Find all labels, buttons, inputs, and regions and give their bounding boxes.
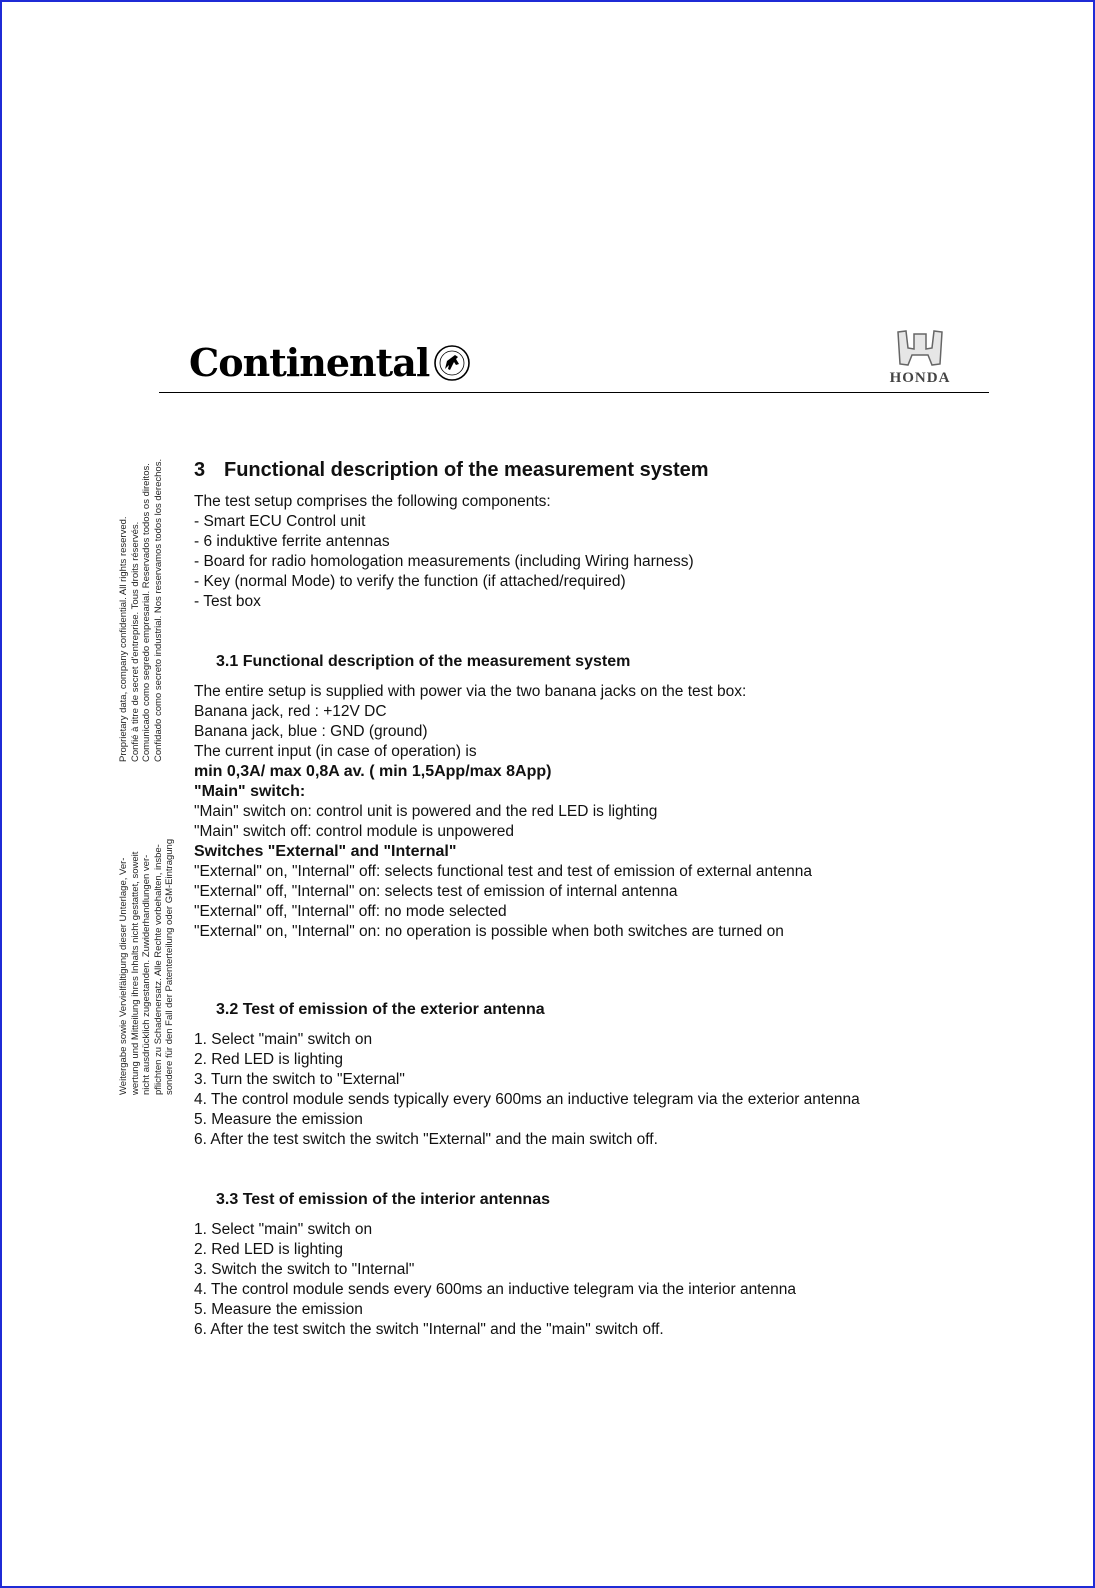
step-item: 1. Select "main" switch on — [194, 1221, 373, 1238]
honda-logo — [874, 328, 966, 387]
paragraph-line: Banana jack, blue : GND (ground) — [194, 723, 428, 740]
notice-line: nicht ausdrücklich zugestanden. Zuwiderhandlungen ver- — [141, 854, 152, 1095]
section-3-3-heading: 3.3 Test of emission of the interior antennas — [216, 1191, 550, 1208]
copyright-notice — [118, 835, 176, 1095]
notice-line: Weitergabe sowie Vervielfältigung dieser Unterlage, Ver- — [118, 857, 129, 1095]
notice-line: Proprietary data, company confidential. All rights reserved. — [118, 516, 129, 762]
paragraph-line: "External" off, "Internal" off: no mode selected — [194, 903, 507, 920]
component-item: - Test box — [194, 593, 261, 610]
step-item: 1. Select "main" switch on — [194, 1031, 373, 1048]
paragraph-line: The current input (in case of operation) is — [194, 743, 477, 760]
switches-heading: Switches "External" and "Internal" — [194, 843, 457, 860]
horse-seal-icon — [433, 344, 471, 382]
paragraph-line: "External" on, "Internal" on: no operation is possible when both switches are turned on — [194, 923, 784, 940]
step-item: 5. Measure the emission — [194, 1301, 363, 1318]
paragraph-line: "Main" switch on: control unit is powered and the red LED is lighting — [194, 803, 658, 820]
notice-line: Comunicado como segredo empresarial. Reservados todos os direitos. — [141, 463, 152, 762]
continental-logo — [189, 340, 471, 385]
step-item: 4. The control module sends typically every 600ms an inductive telegram via the exterior antenna — [194, 1091, 860, 1108]
component-item: - Board for radio homologation measurements (including Wiring harness) — [194, 553, 694, 570]
main-switch-heading: "Main" switch: — [194, 783, 306, 800]
step-item: 6. After the test switch the switch "External" and the main switch off. — [194, 1131, 658, 1148]
component-item: - Smart ECU Control unit — [194, 513, 366, 530]
section-number: 3 — [194, 459, 206, 481]
section-title: Functional description of the measurement system — [224, 459, 709, 481]
section-3-intro: The test setup comprises the following components: — [194, 493, 551, 510]
header-divider — [159, 392, 989, 393]
paragraph-line: "Main" switch off: control module is unpowered — [194, 823, 515, 840]
current-spec: min 0,3A/ max 0,8A av. ( min 1,5App/max 8App) — [194, 763, 552, 780]
paragraph-line: "External" on, "Internal" off: selects functional test and test of emission of external antenna — [194, 863, 812, 880]
notice-line: pflichten zu Schadenersatz. Alle Rechte vorbehalten, insbe- — [152, 844, 164, 1095]
step-item: 3. Switch the switch to "Internal" — [194, 1261, 415, 1278]
step-item: 5. Measure the emission — [194, 1111, 363, 1128]
step-item: 2. Red LED is lighting — [194, 1051, 344, 1068]
step-item: 3. Turn the switch to "External" — [194, 1071, 405, 1088]
paragraph-line: The entire setup is supplied with power via the two banana jacks on the test box: — [194, 683, 747, 700]
notice-line: Confidado como secreto industrial. Nos reservamos todos los derechos. — [152, 458, 164, 762]
notice-line: Confié à titre de secret d'entreprise. Tous droits réservés. — [129, 521, 141, 762]
honda-h-icon — [894, 328, 946, 368]
step-item: 6. After the test switch the switch "Internal" and the "main" switch off. — [194, 1321, 664, 1338]
notice-line: sondere für den Fall der Patenterteilung oder GM-Eintragung — [164, 838, 175, 1095]
step-item: 2. Red LED is lighting — [194, 1241, 344, 1258]
honda-wordmark: HONDA — [889, 370, 951, 386]
component-item: - Key (normal Mode) to verify the function (if attached/required) — [194, 573, 626, 590]
notice-line: wertung und Mitteilung ihres Inhalts nicht gestattet, soweit — [129, 851, 141, 1095]
section-3-2-heading: 3.2 Test of emission of the exterior antenna — [216, 1001, 545, 1018]
component-item: - 6 induktive ferrite antennas — [194, 533, 390, 550]
paragraph-line: Banana jack, red : +12V DC — [194, 703, 387, 720]
continental-wordmark: Continental — [189, 340, 430, 385]
paragraph-line: "External" off, "Internal" on: selects test of emission of internal antenna — [194, 883, 678, 900]
section-3-heading — [194, 460, 709, 480]
confidentiality-notice — [118, 458, 164, 762]
section-3-1-heading: 3.1 Functional description of the measurement system — [216, 653, 631, 670]
step-item: 4. The control module sends every 600ms an inductive telegram via the interior antenna — [194, 1281, 796, 1298]
